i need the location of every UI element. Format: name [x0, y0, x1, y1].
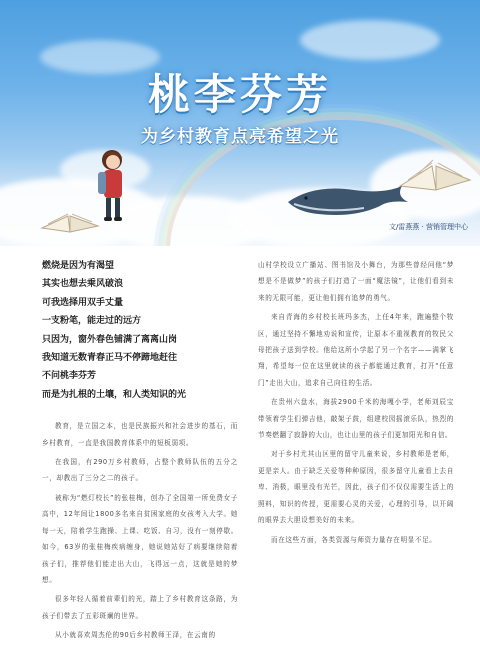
left-column	[42, 257, 238, 647]
cloud-decoration	[300, 20, 440, 60]
right-column	[258, 257, 454, 551]
page-subtitle: 为乡村教育点亮希望之光	[141, 127, 339, 147]
poem-line: 只因为，窗外春色铺满了离离山岗	[42, 334, 178, 345]
body-paragraph: 山村学校设立广播站、图书馆及小舞台，为那些曾经问他“梦想是不是做梦”的孩子们打造了一面“魔法镜”，让他们看到未来的无限可能，更让他们拥有追梦的勇气。	[258, 261, 454, 302]
poem-line: 不问桃李芬芳	[42, 371, 97, 382]
poem-line: 我知道无数青春正马不停蹄地赶往	[42, 353, 178, 364]
header-banner	[0, 0, 480, 246]
body-paragraph: 而在这些方面，各类资源与师资力量存在明显不足。	[271, 535, 437, 544]
body-paragraph: 很多年轻人循着前辈们的光，踏上了乡村教育这条路，为孩子们带去了五彩斑斓的世界。	[42, 595, 238, 620]
poem-line: 可我选择用双手丈量	[42, 297, 124, 308]
poem-line: 一支粉笔，能走过的远方	[42, 316, 142, 327]
body-paragraph: 在贵州六盘水，海拔2900千米的海嘎小学，老师刘辰宝带领着学生们弹吉他，敲架子鼓，组建校园摇滚乐队，热烈的节奏燃翻了寂静的大山，也让山里的孩子们更加阳光和自信。	[258, 398, 454, 440]
body-paragraph: 从小就喜欢周杰伦的90后乡村教师王泽，在云南的	[55, 631, 216, 640]
poem	[42, 257, 238, 404]
author-credit: 文/雷燕燕 · 营销管理中心	[388, 223, 468, 231]
poem-line: 而是为扎根的土壤，和人类知识的光	[42, 389, 187, 400]
body-paragraph: 来自青海的乡村校长班玛多杰，上任4年来，跑遍整个牧区，通过坚持不懈地劝说和宣传，让原本不重视教育的牧民父母把孩子送到学校。他给这所小学起了另一个名字——满掌飞翔，希望每一位在这里就读的孩子都能通过教育，打开“任意门”走出大山，追求自己向往的生活。	[258, 313, 454, 387]
poem-line: 燃烧是因为有渴望	[42, 261, 115, 271]
book-left-illustration	[38, 198, 102, 234]
whale-illustration	[284, 180, 414, 222]
page-title: 桃李芬芳	[147, 70, 332, 119]
body-paragraph: 在我国，有290万乡村教师，占整个教师队伍的五分之一，却教出了三分之二的孩子。	[42, 458, 238, 483]
body-paragraph: 被称为“燃灯校长”的张桂梅，创办了全国第一所免费女子高中，12年间让1800多名来自贫困家庭的女孩考入大学。她每一天，陪着学生跑操、上课、吃饭、自习，没有一刻停歇。如今，63岁的张桂梅疾病缠身，她说她站好了病要继续陪着孩子们，推荐他们能走出大山，飞得远一点，这就是她的梦想。	[42, 493, 238, 584]
body-paragraph: 对于乡村尤其山区里的留守儿童来说，乡村教师是老师，更是亲人。由于缺乏关爱等种种原因，很多留守儿童看上去自卑、消极，眼里没有光芒，因此，孩子们不仅仅需要生活上的照料，知识的传授，更需要心灵的关爱，心理的引导，以开阔的眼界去大胆设想美好的未来。	[258, 450, 454, 525]
poem-line: 其实也想去乘风破浪	[42, 279, 124, 290]
body-paragraph: 教育，是立国之本，也是民族振兴和社会进步的基石，而乡村教育，一直是我国教育体系中的短板弱项。	[42, 422, 238, 447]
